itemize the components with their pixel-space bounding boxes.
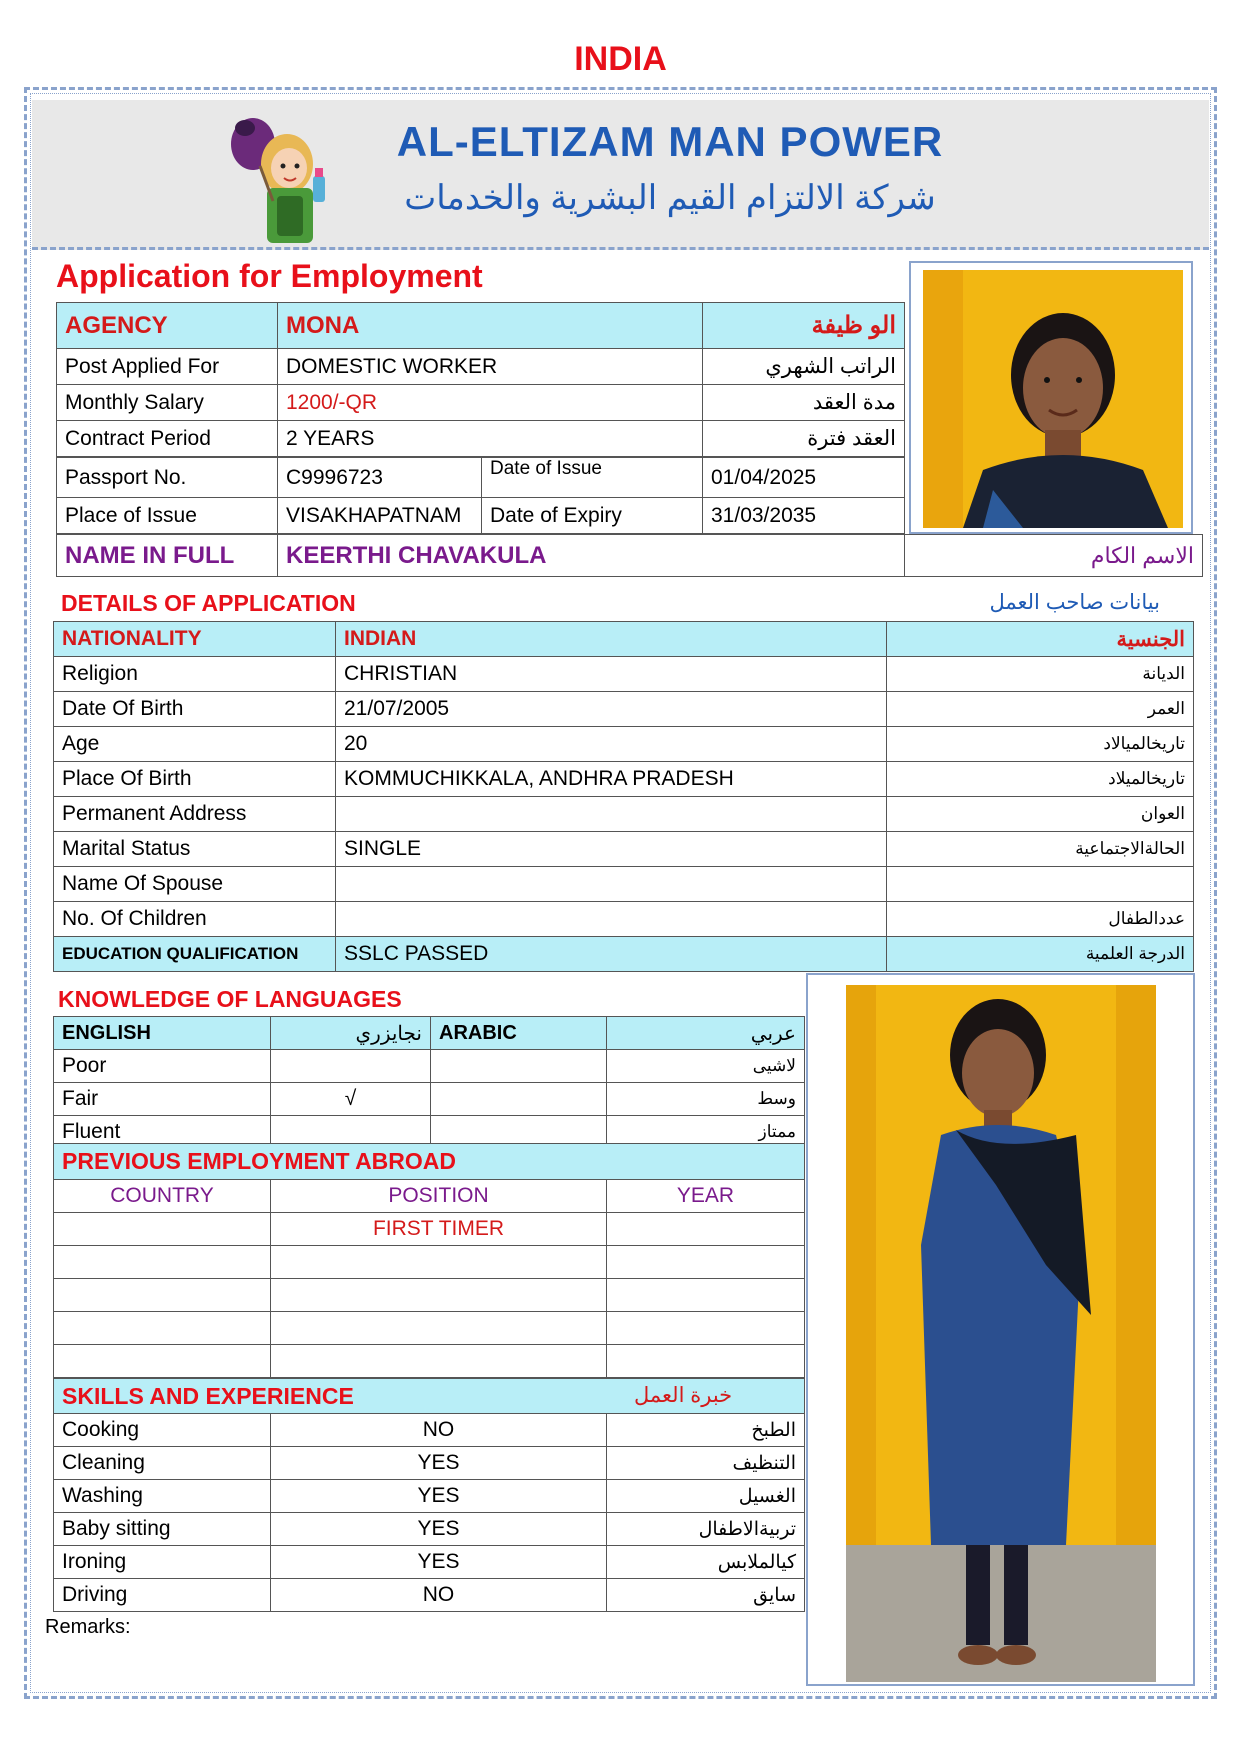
skill-babysitting-label: Baby sitting xyxy=(54,1513,271,1546)
prev-row-position: FIRST TIMER xyxy=(271,1213,607,1246)
prev-empty-cell xyxy=(54,1246,271,1279)
skill-driving-label: Driving xyxy=(54,1579,271,1612)
lang-fair-english-check-icon: √ xyxy=(271,1083,431,1116)
skills-section-title-ar: خبرة العمل xyxy=(634,1384,733,1407)
job-info-table xyxy=(56,302,905,457)
pob-value: KOMMUCHIKKALA, ANDHRA PRADESH xyxy=(336,762,887,797)
portrait-photo-frame xyxy=(909,261,1193,534)
education-value: SSLC PASSED xyxy=(336,937,887,972)
religion-value: CHRISTIAN xyxy=(336,657,887,692)
issue-date-value: 01/04/2025 xyxy=(703,458,905,498)
arabic-ar-header: عربي xyxy=(607,1017,805,1050)
details-section-title-ar: بيانات صاحب العمل xyxy=(989,591,1160,614)
prev-empty-cell xyxy=(607,1279,805,1312)
country-title: INDIA xyxy=(574,40,667,78)
pob-ar-label: تاريخالميلاد xyxy=(887,762,1194,797)
address-value xyxy=(336,797,887,832)
passport-no-value: C9996723 xyxy=(278,458,482,498)
skill-cooking-label: Cooking xyxy=(54,1414,271,1447)
marital-label: Marital Status xyxy=(54,832,336,867)
company-name-ar: شركة الالتزام القيم البشرية والخدمات xyxy=(404,179,936,217)
lang-fluent-label: Fluent xyxy=(54,1116,271,1149)
english-header xyxy=(54,1017,271,1050)
skill-babysitting-ar-label: تربيةالاطفال xyxy=(607,1513,805,1546)
marital-value: SINGLE xyxy=(336,832,887,867)
maid-mascot-image xyxy=(205,106,340,248)
spouse-ar-label xyxy=(887,867,1194,902)
marital-ar-label: الحالةالاجتماعية xyxy=(887,832,1194,867)
prev-empty-cell xyxy=(271,1312,607,1345)
prev-empty-cell xyxy=(271,1345,607,1378)
skill-cleaning-ar-label: التنظيف xyxy=(607,1447,805,1480)
post-ar-label: الراتب الشهري xyxy=(703,349,905,385)
skill-ironing-label: Ironing xyxy=(54,1546,271,1579)
skill-babysitting-value: YES xyxy=(271,1513,607,1546)
nationality-ar-label: الجنسية xyxy=(887,622,1194,657)
previous-employment-table xyxy=(53,1143,805,1378)
post-value: DOMESTIC WORKER xyxy=(278,349,703,385)
contract-label: Contract Period xyxy=(57,421,278,457)
skill-cleaning-value: YES xyxy=(271,1447,607,1480)
languages-section-title: KNOWLEDGE OF LANGUAGES xyxy=(58,986,402,1012)
place-of-issue-value: VISAKHAPATNAM xyxy=(278,498,482,534)
prev-empty-cell xyxy=(607,1345,805,1378)
lang-fluent-ar-label: ممتاز xyxy=(607,1116,805,1149)
education-label: EDUCATION QUALIFICATION xyxy=(54,937,336,972)
address-ar-label: العوان xyxy=(887,797,1194,832)
children-value xyxy=(336,902,887,937)
prev-country-header: COUNTRY xyxy=(54,1180,271,1213)
age-label: Age xyxy=(54,727,336,762)
skill-cleaning-label: Cleaning xyxy=(54,1447,271,1480)
contract-value: 2 YEARS xyxy=(278,421,703,457)
dob-label: Date Of Birth xyxy=(54,692,336,727)
skills-table xyxy=(53,1378,805,1612)
spouse-value xyxy=(336,867,887,902)
salary-ar-label: مدة العقد xyxy=(703,385,905,421)
skills-section-title: SKILLS AND EXPERIENCE xyxy=(62,1382,354,1409)
previous-section-title: PREVIOUS EMPLOYMENT ABROAD xyxy=(54,1144,805,1180)
skill-washing-value: YES xyxy=(271,1480,607,1513)
skill-cooking-value: NO xyxy=(271,1414,607,1447)
prev-empty-cell xyxy=(271,1279,607,1312)
prev-empty-cell xyxy=(54,1345,271,1378)
details-section-title: DETAILS OF APPLICATION xyxy=(61,590,356,616)
children-label: No. Of Children xyxy=(54,902,336,937)
skill-driving-ar-label: سايق xyxy=(607,1579,805,1612)
skill-driving-value: NO xyxy=(271,1579,607,1612)
nationality-label: NATIONALITY xyxy=(54,622,336,657)
address-label: Permanent Address xyxy=(54,797,336,832)
skill-washing-ar-label: الغسيل xyxy=(607,1480,805,1513)
page-title: Application for Employment xyxy=(56,258,483,294)
age-value: 20 xyxy=(336,727,887,762)
skill-ironing-value: YES xyxy=(271,1546,607,1579)
children-ar-label: عددالطفال xyxy=(887,902,1194,937)
english-label: ENGLISH xyxy=(62,1021,151,1044)
education-ar-label: الدرجة العلمية xyxy=(887,937,1194,972)
prev-year-header: YEAR xyxy=(607,1180,805,1213)
expiry-date-value: 31/03/2035 xyxy=(703,498,905,534)
english-ar-header: نجايزري xyxy=(271,1017,431,1050)
full-body-photo-frame xyxy=(806,973,1195,1686)
company-name-en: AL-ELTIZAM MAN POWER xyxy=(396,118,944,165)
prev-row-country xyxy=(54,1213,271,1246)
religion-ar-label: الديانة xyxy=(887,657,1194,692)
religion-label: Religion xyxy=(54,657,336,692)
lang-poor-label: Poor xyxy=(54,1050,271,1083)
salary-label: Monthly Salary xyxy=(57,385,278,421)
spouse-label: Name Of Spouse xyxy=(54,867,336,902)
lang-poor-english xyxy=(271,1050,431,1083)
skill-cooking-ar-label: الطبخ xyxy=(607,1414,805,1447)
agency-value: MONA xyxy=(278,303,703,349)
salary-value: 1200/-QR xyxy=(278,385,703,421)
nationality-value: INDIAN xyxy=(336,622,887,657)
portrait-photo xyxy=(923,270,1183,528)
prev-empty-cell xyxy=(54,1279,271,1312)
lang-fair-label: Fair xyxy=(54,1083,271,1116)
lang-poor-ar-label: لاشيى xyxy=(607,1050,805,1083)
contract-ar-label: العقد فترة xyxy=(703,421,905,457)
prev-empty-cell xyxy=(607,1312,805,1345)
age-ar-label: تاريخالميالاد xyxy=(887,727,1194,762)
passport-table xyxy=(56,457,905,534)
prev-empty-cell xyxy=(607,1246,805,1279)
arabic-label: ARABIC xyxy=(431,1017,607,1050)
prev-position-header: POSITION xyxy=(271,1180,607,1213)
lang-fair-arabic xyxy=(431,1083,607,1116)
prev-empty-cell xyxy=(54,1312,271,1345)
full-body-photo xyxy=(846,985,1156,1682)
skills-header xyxy=(54,1379,805,1414)
place-of-issue-label: Place of Issue xyxy=(57,498,278,534)
full-name-label: NAME IN FULL xyxy=(57,535,278,577)
expiry-date-label: Date of Expiry xyxy=(482,498,703,534)
skill-ironing-ar-label: كيالملابس xyxy=(607,1546,805,1579)
pob-label: Place Of Birth xyxy=(54,762,336,797)
post-label: Post Applied For xyxy=(57,349,278,385)
languages-table xyxy=(53,1016,805,1149)
dob-value: 21/07/2005 xyxy=(336,692,887,727)
lang-poor-arabic xyxy=(431,1050,607,1083)
full-name-value: KEERTHI CHAVAKULA xyxy=(278,535,905,577)
prev-empty-cell xyxy=(271,1246,607,1279)
name-table xyxy=(56,534,1203,577)
skill-washing-label: Washing xyxy=(54,1480,271,1513)
agency-ar-label: الو ظيفة xyxy=(703,303,905,349)
remarks-label: Remarks: xyxy=(45,1616,131,1638)
issue-date-label: Date of Issue xyxy=(482,458,703,498)
passport-no-label: Passport No. xyxy=(57,458,278,498)
full-name-ar-label: الاسم الكام xyxy=(905,535,1203,577)
details-table xyxy=(53,621,1194,972)
dob-ar-label: العمر xyxy=(887,692,1194,727)
prev-row-year xyxy=(607,1213,805,1246)
agency-label: AGENCY xyxy=(57,303,278,349)
lang-fair-ar-label: وسط xyxy=(607,1083,805,1116)
